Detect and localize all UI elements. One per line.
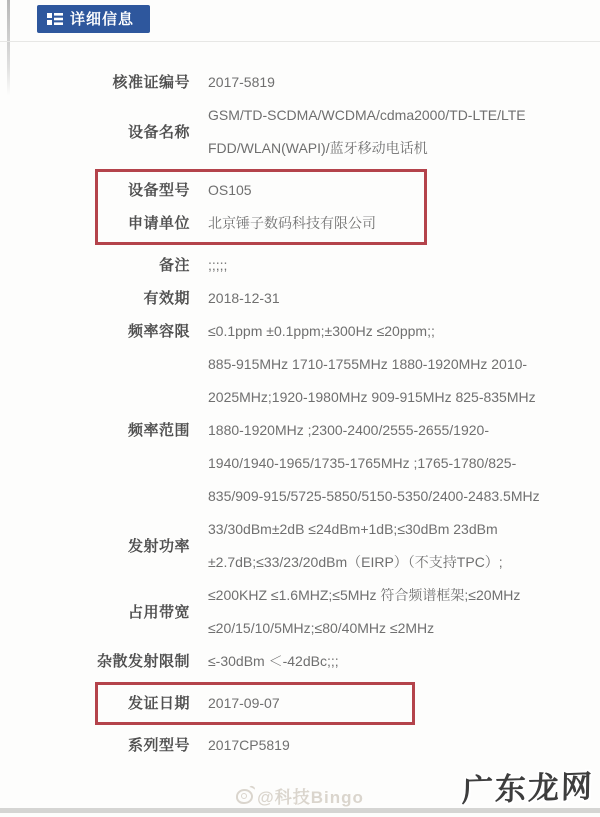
field-label: 发证日期 [127,695,190,712]
weibo-icon [236,789,253,804]
field-value: 2018-12-31 [208,290,280,306]
row-device-name [0,99,600,165]
field-label: 有效期 [143,290,190,307]
field-label: 系列型号 [127,737,190,754]
field-label: 核准证编号 [112,74,190,91]
section-header [37,5,150,33]
field-label: 设备名称 [127,123,190,141]
row-frequency-range [0,348,600,513]
bottom-edge-artifact [0,808,600,813]
highlight-box-model-applicant [95,169,427,245]
site-watermark: 广东龙网 [461,768,595,809]
row-occupied-bandwidth [0,579,600,645]
field-label: 设备型号 [127,182,190,199]
field-label: 备注 [158,257,190,274]
row-issue-date [98,687,412,720]
detail-list-icon [47,12,63,26]
weibo-handle: @科技Bingo [257,788,364,807]
field-value: 885-915MHz 1710-1755MHz 1880-1920MHz 2010-2025MHz;1920-1980MHz 909-915MHz 825-835MHz 1880-1920MHz ;2300-2400/2555-2655/1920-1940/1940-1965/1735-1765MHz ;1765-1780/825-835/909-915/5725-5850/5150-5350/2400-2483.5MHz [208,356,540,504]
row-spurious-emission-limit [0,645,600,678]
field-value: GSM/TD-SCDMA/WCDMA/cdma2000/TD-LTE/LTE FDD/WLAN(WAPI)/蓝牙移动电话机 [208,107,526,156]
field-value: ;;;;; [208,257,228,273]
row-remark [0,249,600,282]
field-value: ≤0.1ppm ±0.1ppm;±300Hz ≤20ppm;; [208,323,435,339]
field-value: 北京锤子数码科技有限公司 [208,215,376,231]
field-label: 发射功率 [127,537,190,555]
row-transmit-power [0,513,600,579]
row-applicant [98,207,424,240]
field-value: 2017-5819 [208,74,275,90]
field-label: 频率范围 [127,422,190,439]
highlight-box-issue-date [95,682,415,725]
detail-fields [0,66,600,762]
field-label: 占用带宽 [127,603,190,621]
row-series-model [0,729,600,762]
field-value: ≤-30dBm ＜-42dBc;;; [208,653,339,669]
field-value: 2017-09-07 [208,695,280,711]
field-label: 频率容限 [127,323,190,340]
field-value: 33/30dBm±2dB ≤24dBm+1dB;≤30dBm 23dBm ±2.7dB;≤33/23/20dBm（EIRP）（不支持TPC）; [208,521,503,570]
header-divider [0,41,600,42]
row-device-model [98,174,424,207]
field-value: 2017CP5819 [208,737,290,753]
field-value: OS105 [208,182,252,198]
field-label: 申请单位 [127,215,190,232]
row-frequency-tolerance [0,315,600,348]
row-valid-until [0,282,600,315]
field-label: 杂散发射限制 [96,653,190,670]
section-title: 详细信息 [70,10,135,28]
field-value: ≤200KHZ ≤1.6MHZ;≤5MHz 符合频谱框架;≤20MHz ≤20/15/10/5MHz;≤80/40MHz ≤2MHz [208,587,521,636]
row-approval-number [0,66,600,99]
